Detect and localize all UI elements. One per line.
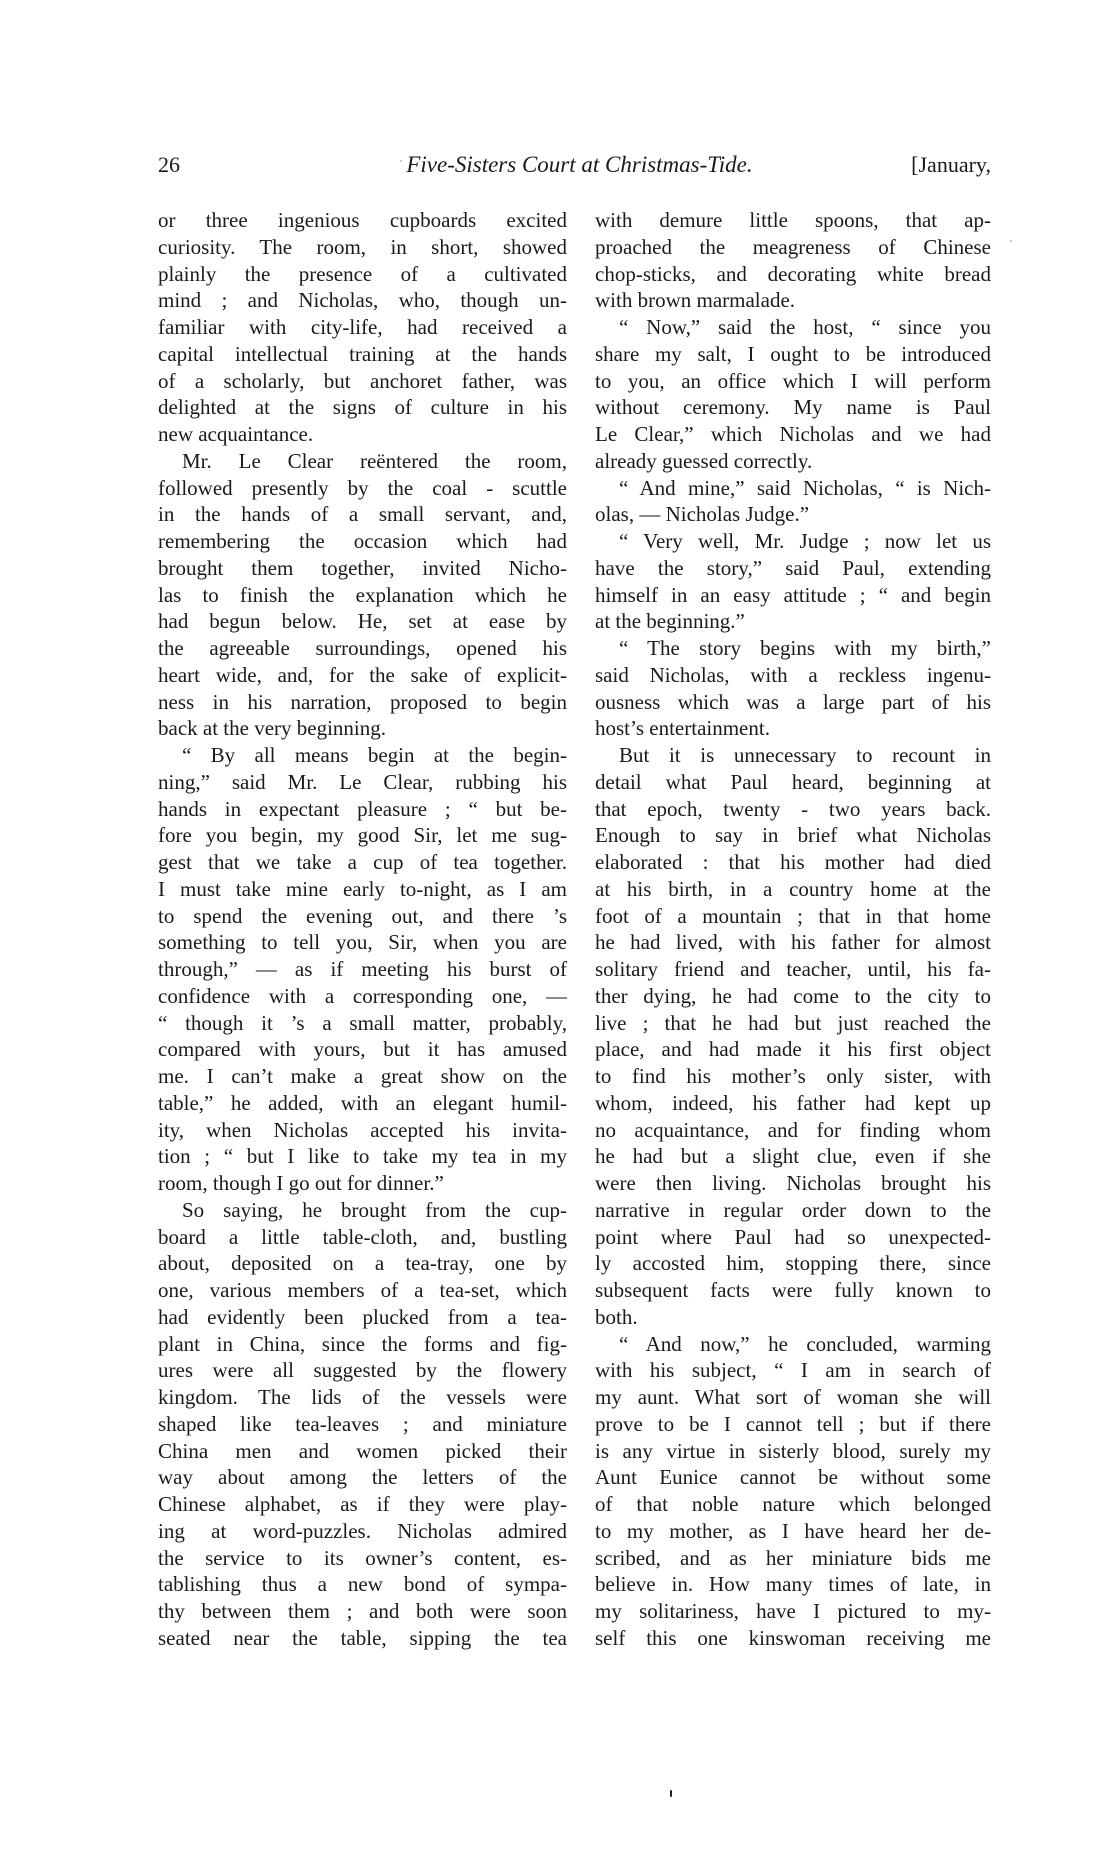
text-line: fore you begin, my good Sir, let me sug-	[158, 823, 567, 848]
text-line: with brown marmalade.	[595, 288, 796, 313]
text-line: capital intellectual training at the hands	[158, 341, 567, 366]
text-line: the agreeable surroundings, opened his	[158, 636, 567, 660]
text-line: already guessed correctly.	[595, 448, 813, 473]
text-line: ures were all suggested by the flowery	[158, 1358, 567, 1383]
text-line: followed presently by the coal - scuttle	[158, 475, 567, 500]
text-line: with demure little spoons, that ap-	[595, 208, 991, 232]
text-line: about, deposited on a tea-tray, one by	[158, 1251, 567, 1276]
text-line: Enough to say in brief what Nicholas	[595, 823, 991, 848]
text-line: me. I can’t make a great show on the	[158, 1064, 567, 1088]
signature-mark	[670, 1790, 672, 1797]
text-line: to find his mother’s only sister, with	[595, 1064, 991, 1088]
text-line: subsequent facts were fully known to	[595, 1278, 991, 1302]
text-line: whom, indeed, his father had kept up	[595, 1090, 991, 1115]
text-line: he had lived, with his father for almost	[595, 930, 991, 955]
text-line: prove to be I cannot tell ; but if there	[595, 1411, 991, 1436]
text-line: no acquaintance, and for finding whom	[595, 1117, 991, 1142]
text-line: with his subject, “ I am in search of	[595, 1358, 991, 1383]
text-line: ing at word-puzzles. Nicholas admired	[158, 1518, 567, 1543]
text-line: I must take mine early to-night, as I am	[158, 876, 567, 901]
text-line: brought them together, invited Nicho-	[158, 555, 567, 580]
print-speck	[400, 160, 402, 162]
text-line: table,” he added, with an elegant humil-	[158, 1090, 567, 1115]
text-line: las to finish the explanation which he	[158, 582, 567, 607]
text-line: detail what Paul heard, beginning at	[595, 769, 991, 794]
text-line: confidence with a corresponding one, —	[158, 983, 567, 1008]
print-speck	[1010, 240, 1012, 242]
text-line: mind ; and Nicholas, who, though un-	[158, 288, 567, 313]
running-title: Five-Sisters Court at Christmas-Tide.	[406, 152, 753, 177]
text-line: hands in expectant pleasure ; “ but be-	[158, 796, 567, 821]
text-line: Chinese alphabet, as if they were play-	[158, 1492, 567, 1516]
text-line: host’s entertainment.	[595, 716, 770, 741]
text-line: new acquaintance.	[158, 422, 314, 446]
text-line: ity, when Nicholas accepted his invita-	[158, 1117, 567, 1142]
text-line: plainly the presence of a cultivated	[158, 261, 567, 286]
text-line: But it is unnecessary to recount in	[619, 743, 991, 767]
running-header	[158, 150, 991, 180]
text-line: proached the meagreness of Chinese	[595, 234, 991, 259]
text-line: heart wide, and, for the sake of explicit-	[158, 662, 567, 687]
text-line: olas, — Nicholas Judge.”	[595, 502, 810, 527]
text-line: ther dying, he had come to the city to	[595, 983, 991, 1008]
text-line: room, though I go out for dinner.”	[158, 1171, 444, 1195]
text-line: curiosity. The room, in short, showed	[158, 234, 567, 259]
text-line: thy between them ; and both were soon	[158, 1599, 567, 1623]
text-line: without ceremony. My name is Paul	[595, 395, 991, 420]
text-line: something to tell you, Sir, when you are	[158, 930, 567, 955]
text-line: ness in his narration, proposed to begin	[158, 689, 567, 714]
text-line: through,” — as if meeting his burst of	[158, 957, 567, 981]
text-line: delighted at the signs of culture in his	[158, 395, 567, 420]
text-line: place, and had made it his first object	[595, 1037, 991, 1062]
text-line: Mr. Le Clear reëntered the room,	[182, 448, 567, 473]
text-line: seated near the table, sipping the tea	[158, 1625, 567, 1650]
text-line: in the hands of a small servant, and,	[158, 502, 567, 527]
text-line: live ; that he had but just reached the	[595, 1010, 991, 1035]
text-line: solitary friend and teacher, until, his fa-	[595, 957, 991, 981]
text-line: had evidently been plucked from a tea-	[158, 1304, 567, 1329]
text-line: kingdom. The lids of the vessels were	[158, 1385, 567, 1409]
text-line: ning,” said Mr. Le Clear, rubbing his	[158, 769, 567, 794]
text-line: both.	[595, 1304, 638, 1329]
text-line: “ By all means begin at the begin-	[182, 743, 567, 767]
text-line: ly accosted him, stopping there, since	[595, 1251, 991, 1276]
text-line: my solitariness, have I pictured to my-	[595, 1599, 991, 1623]
text-line: of that noble nature which belonged	[595, 1492, 991, 1516]
text-line: “ Now,” said the host, “ since you	[619, 315, 991, 339]
text-line: chop-sticks, and decorating white bread	[595, 261, 991, 286]
text-line: narrative in regular order down to the	[595, 1197, 991, 1222]
text-line: familiar with city-life, had received a	[158, 315, 567, 339]
text-line: my aunt. What sort of woman she will	[595, 1385, 991, 1409]
text-line: had begun below. He, set at ease by	[158, 609, 567, 634]
text-line: “ Very well, Mr. Judge ; now let us	[619, 529, 991, 553]
text-line: “ And mine,” said Nicholas, “ is Nich-	[619, 475, 991, 500]
text-line: is any virtue in sisterly blood, surely my	[595, 1438, 991, 1463]
left-column	[158, 207, 567, 1652]
text-line: tablishing thus a new bond of sympa-	[158, 1572, 567, 1597]
text-line: ousness which was a large part of his	[595, 689, 991, 714]
text-line: believe in. How many times of late, in	[595, 1572, 991, 1597]
text-line: point where Paul had so unexpected-	[595, 1224, 991, 1249]
text-line: back at the very beginning.	[158, 716, 387, 741]
text-line: to you, an office which I will perform	[595, 368, 991, 393]
text-line: China men and women picked their	[158, 1438, 567, 1463]
text-line: remembering the occasion which had	[158, 529, 567, 553]
text-line: Aunt Eunice cannot be without some	[595, 1465, 991, 1490]
text-line: “ though it ’s a small matter, probably,	[158, 1010, 567, 1035]
text-line: scribed, and as her miniature bids me	[595, 1545, 991, 1570]
text-line: or three ingenious cupboards excited	[158, 208, 567, 232]
text-line: at the beginning.”	[595, 609, 745, 634]
text-line: tion ; “ but I like to take my tea in my	[158, 1144, 567, 1169]
text-line: one, various members of a tea-set, which	[158, 1278, 567, 1302]
text-line: were then living. Nicholas brought his	[595, 1171, 991, 1195]
text-line: at his birth, in a country home at the	[595, 876, 991, 901]
text-line: that epoch, twenty - two years back.	[595, 796, 991, 821]
text-line: to my mother, as I have heard her de-	[595, 1518, 991, 1543]
text-line: “ The story begins with my birth,”	[619, 636, 991, 660]
page-number: 26	[158, 152, 180, 177]
text-line: plant in China, since the forms and fig-	[158, 1331, 567, 1356]
text-line: “ And now,” he concluded, warming	[619, 1331, 991, 1356]
text-line: gest that we take a cup of tea together.	[158, 850, 567, 874]
text-line: he had but a slight clue, even if she	[595, 1144, 991, 1169]
issue-month: [January,	[911, 152, 991, 177]
text-line: of a scholarly, but anchoret father, was	[158, 368, 567, 393]
right-column	[595, 207, 991, 1652]
text-line: board a little table-cloth, and, bustling	[158, 1224, 567, 1249]
text-line: said Nicholas, with a reckless ingenu-	[595, 662, 991, 687]
text-line: the service to its owner’s content, es-	[158, 1545, 567, 1570]
text-line: self this one kinswoman receiving me	[595, 1625, 991, 1650]
text-line: to spend the evening out, and there ’s	[158, 903, 567, 928]
text-line: way about among the letters of the	[158, 1465, 567, 1490]
text-line: compared with yours, but it has amused	[158, 1037, 567, 1062]
text-line: foot of a mountain ; that in that home	[595, 903, 991, 928]
text-line: So saying, he brought from the cup-	[182, 1197, 567, 1222]
text-line: elaborated : that his mother had died	[595, 850, 991, 874]
text-line: share my salt, I ought to be introduced	[595, 341, 991, 366]
text-line: Le Clear,” which Nicholas and we had	[595, 422, 991, 446]
text-line: shaped like tea-leaves ; and miniature	[158, 1411, 567, 1436]
text-line: himself in an easy attitude ; “ and begin	[595, 582, 991, 607]
text-line: have the story,” said Paul, extending	[595, 555, 991, 580]
